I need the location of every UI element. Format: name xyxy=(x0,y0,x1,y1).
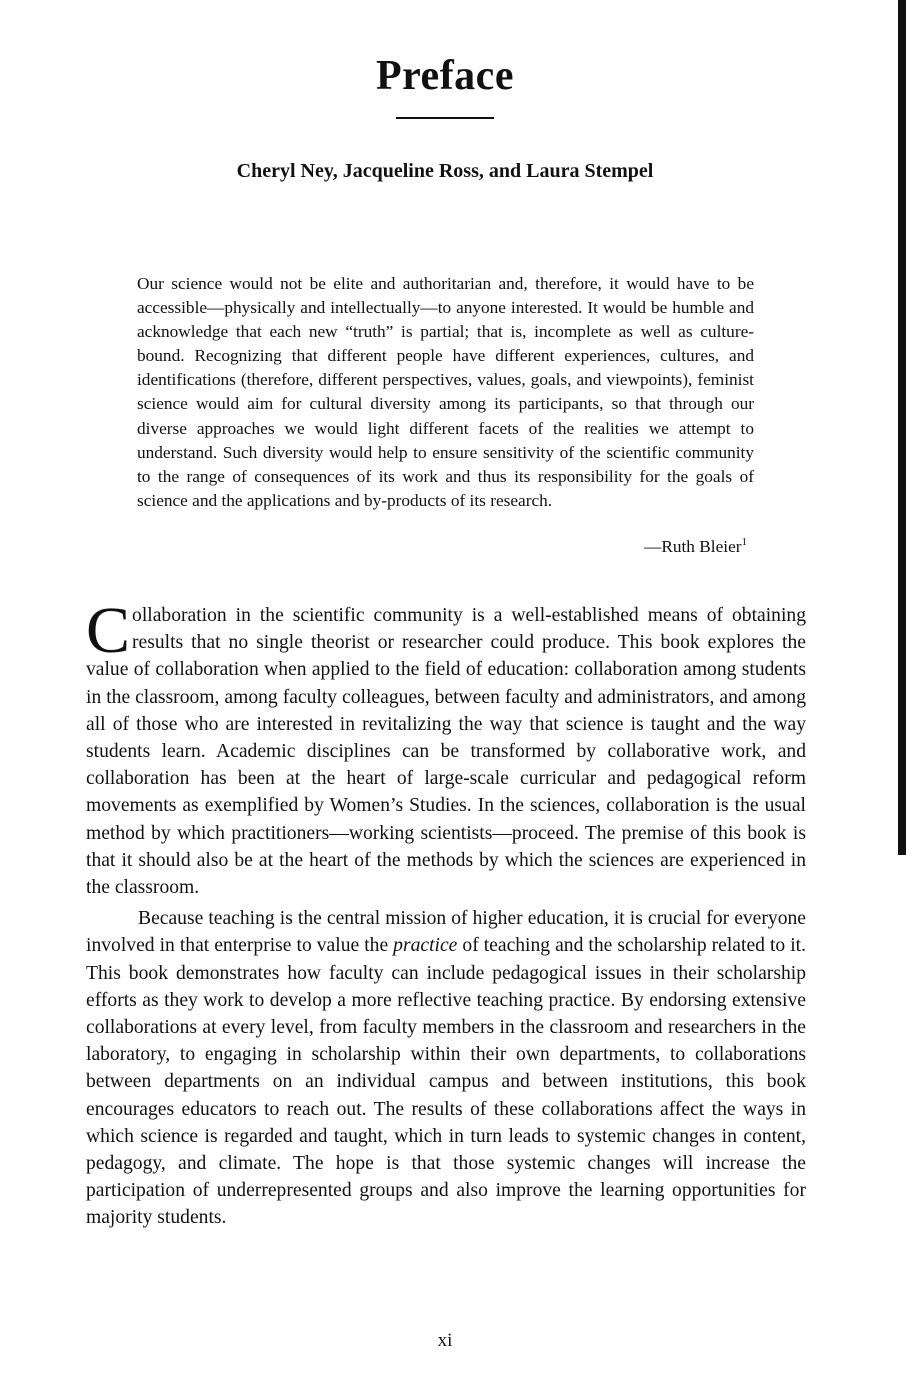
attribution-author: —Ruth Bleier xyxy=(644,536,742,556)
paragraph-1-text: ollaboration in the scientific community is a well-established means of obtaining results that no single theorist or researcher could produce. This book explores the value of collaboration when applied to the field of education: collaboration among students in the classroom, among faculty colleagues, between faculty and administrators, and among all of those who are interested in revitalizing the way that science is taught and the way students learn. Academic disciplines can be transformed by collaborative work, and collaboration has been at the heart of large-scale curricular and pedagogical reform movements as exemplified by Women’s Studies. In the sciences, collaboration is the usual method by which practitioners—working scientists—proceed. The premise of this book is that it should also be at the heart of the methods by which the sciences are experienced in the classroom. xyxy=(86,605,806,899)
footnote-marker: 1 xyxy=(741,536,747,548)
title-underline-rule xyxy=(396,117,494,119)
paragraph-2-text-start: Because teaching is the central mission of higher education, it is crucial for everyone involved in that enterprise to value the xyxy=(86,908,806,957)
drop-cap: C xyxy=(86,594,131,667)
paragraph-2 xyxy=(86,905,806,1231)
paragraph-2-text-end: of teaching and the scholarship related to it. This book demonstrates how faculty can include pedagogical issues in their scholarship efforts as they work to develop a more reflective teaching practice. By endorsing extensive collaborations at every level, from faculty members in the classroom and researchers in the laboratory, to engaging in scholarship within their own departments, to collaborations between departments on an individual campus and between institutions, this book encourages educators to reach out. The results of these collaborations affect the ways in which science is regarded and taught, which in turn leads to systemic changes in content, pedagogy, and climate. The hope is that those systemic changes will increase the participation of underrepresented groups and also improve the learning opportunities for majority students. xyxy=(86,935,806,1229)
authors-line: Cheryl Ney, Jacqueline Ross, and Laura Stempel xyxy=(236,160,654,182)
body-text xyxy=(86,594,806,1232)
page-edge-shadow xyxy=(898,0,906,855)
emphasis-practice: practice xyxy=(393,935,458,957)
page-number: xi xyxy=(437,1330,453,1351)
paragraph-1 xyxy=(86,594,806,901)
epigraph-attribution xyxy=(137,536,747,557)
epigraph-quote: Our science would not be elite and authoritarian and, therefore, it would have to be accessible—physically and intellectually—to anyone interested. It would be humble and acknowledge that each new “truth” is partial; that is, incomplete as well as culture-bound. Recognizing that different people have different experiences, cultures, and identifications (therefore, different perspectives, values, goals, and viewpoints), feminist science would aim for cultural diversity among its participants, so that through our diverse approaches we would light different facets of the realities we attempt to understand. Such diversity would help to ensure sensitivity of the scientific community to the range of consequences of its work and thus its responsibility for the goals of science and the applications and by-products of its research. xyxy=(137,274,754,510)
page-title: Preface xyxy=(376,53,514,99)
